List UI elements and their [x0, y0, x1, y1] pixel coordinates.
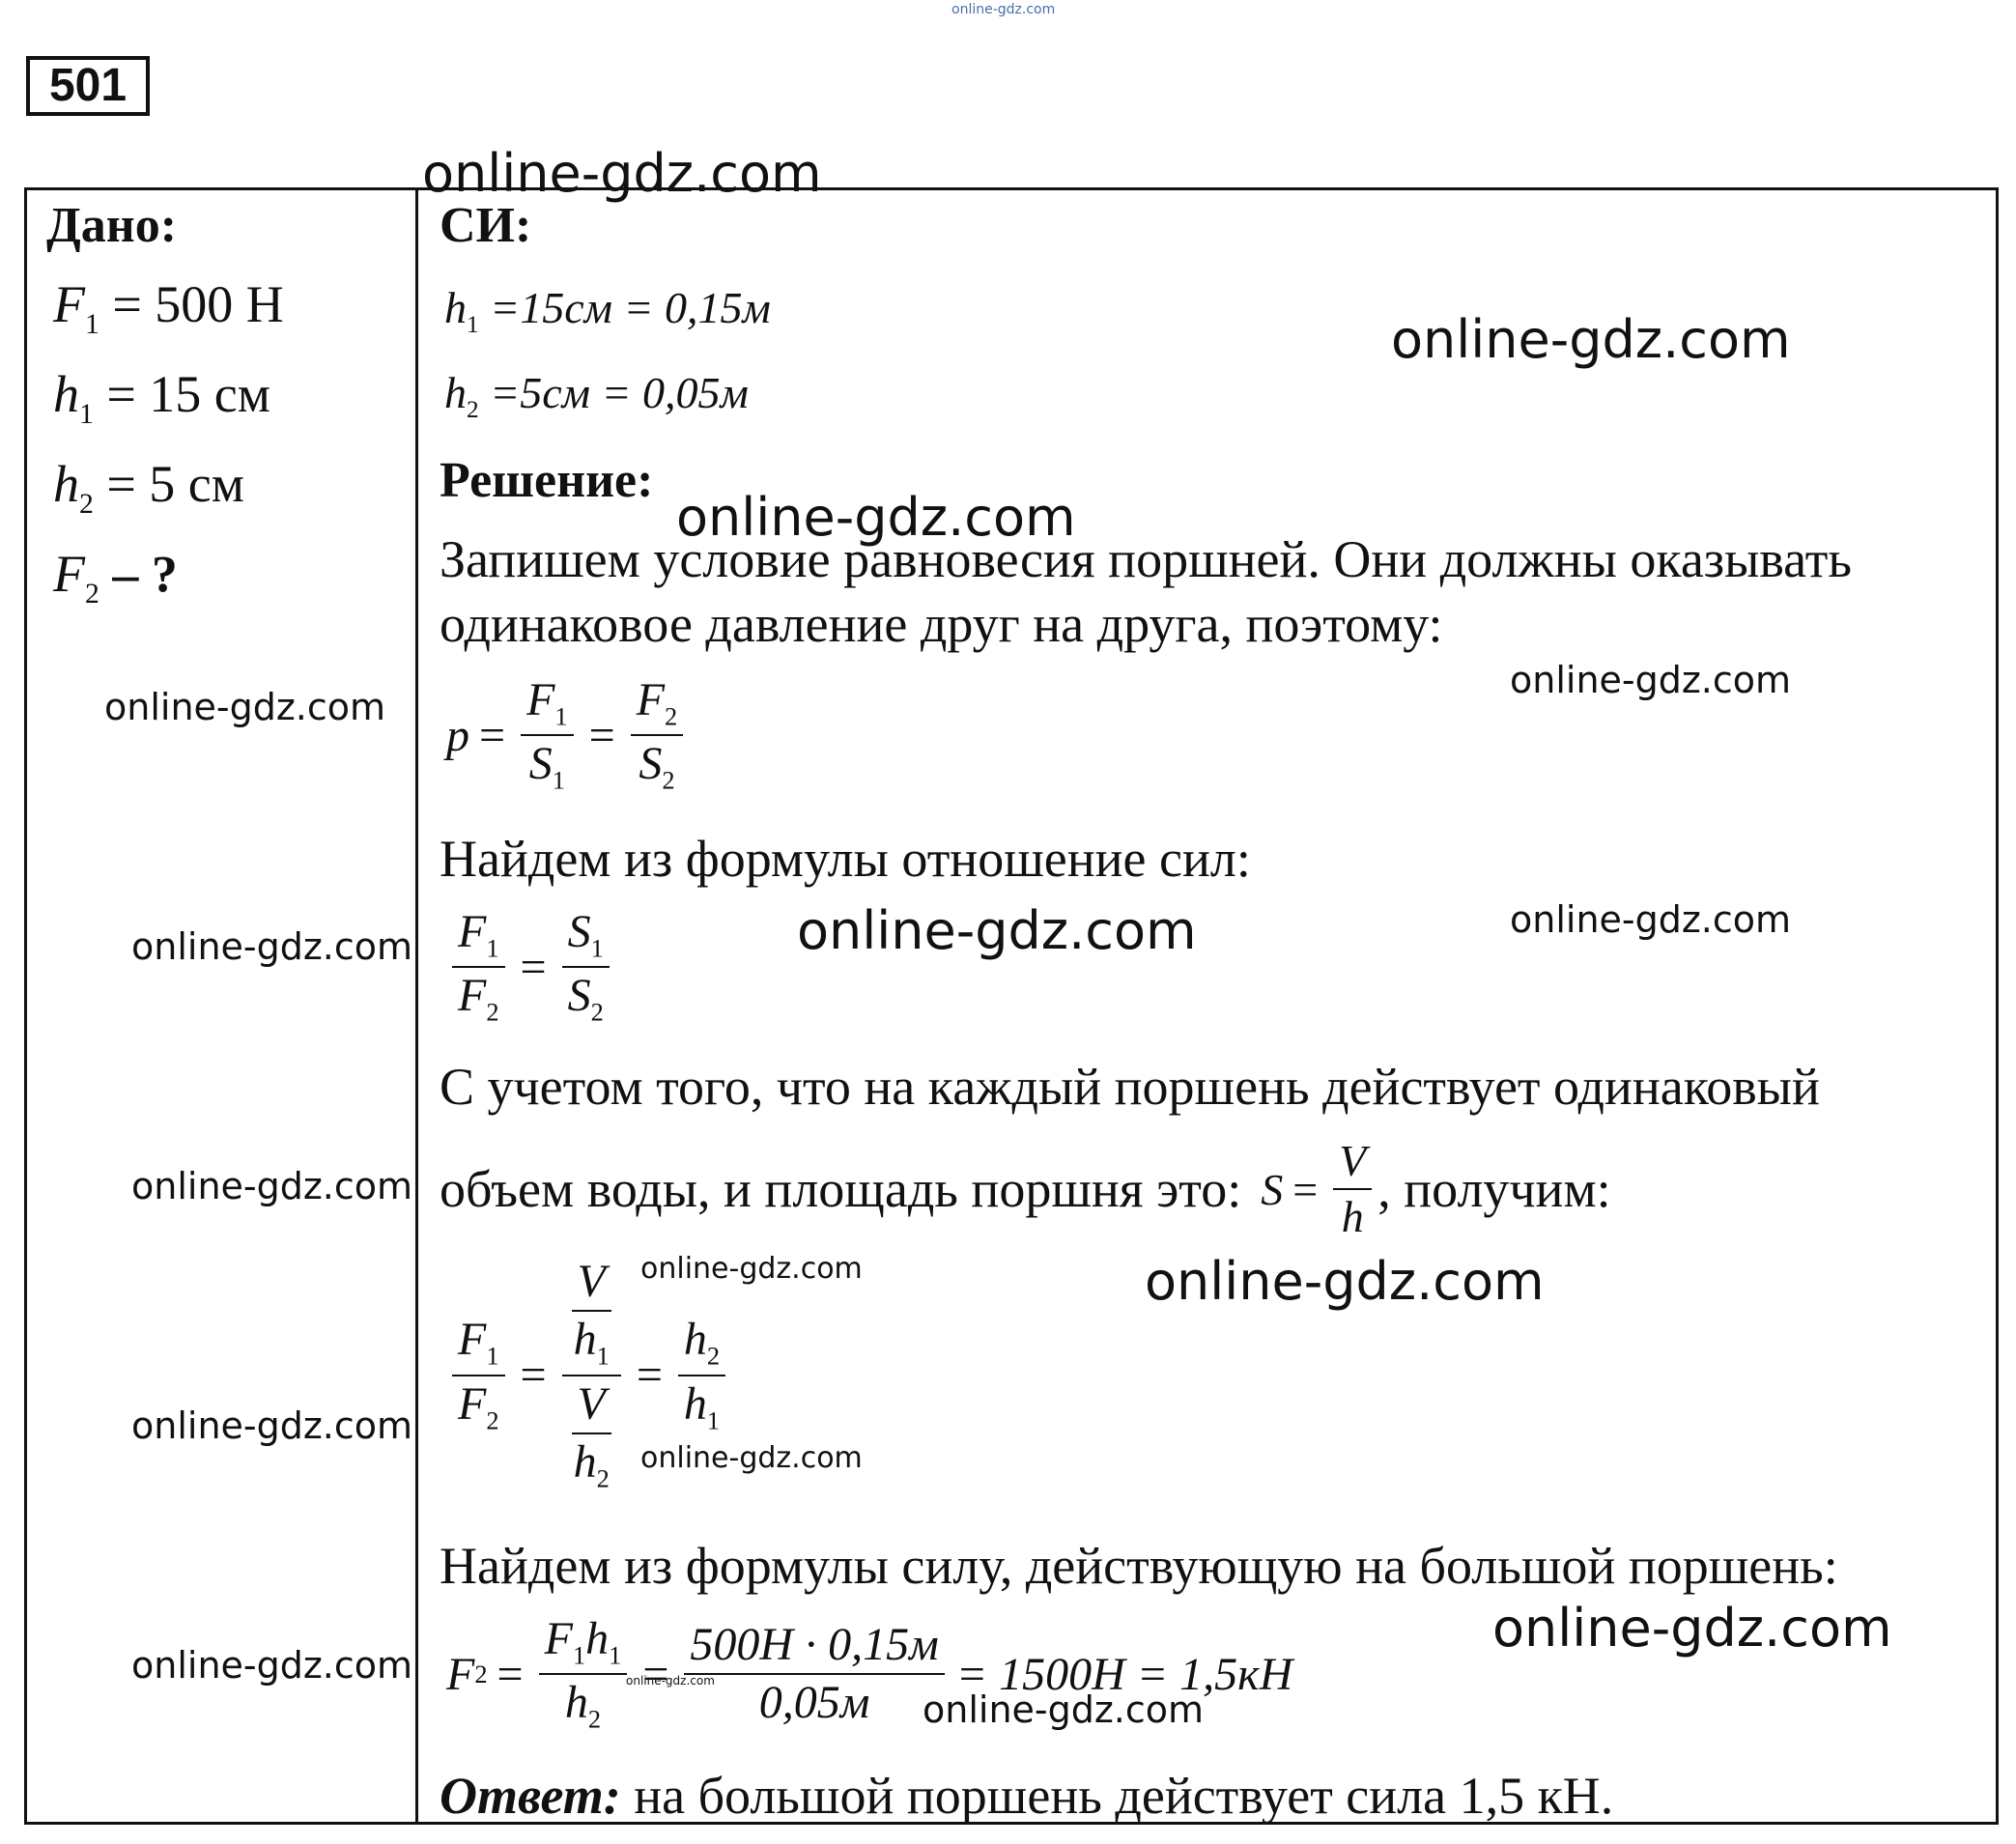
watermark: online-gdz.com	[640, 1441, 863, 1475]
given-h1	[53, 364, 270, 431]
fraction-v-h1	[568, 1258, 615, 1371]
sub-2: 2	[474, 1659, 488, 1688]
given-h1-sub: 1	[79, 398, 94, 430]
sub-1: 1	[572, 1640, 586, 1670]
watermark: online-gdz.com	[923, 1688, 1205, 1731]
column-divider	[415, 187, 418, 1825]
solution-para1-line1: Запишем условие равновесия поршней. Они должны оказывать	[440, 530, 1852, 588]
sub-1: 1	[706, 1405, 721, 1435]
eq-sign: =	[636, 1349, 663, 1402]
given-f1	[53, 274, 284, 341]
v-symbol: V	[572, 1258, 611, 1312]
watermark: online-gdz.com	[422, 143, 822, 204]
sub-1: 1	[486, 933, 499, 963]
calc-denominator: 0,05м	[758, 1677, 870, 1729]
given-h2	[53, 454, 244, 521]
h-symbol: h	[683, 1314, 707, 1366]
calc-numerator: 500Н · 0,15м	[684, 1621, 944, 1675]
si-h1	[444, 282, 771, 339]
s-symbol: S	[567, 970, 591, 1022]
solution-para2: Найдем из формулы отношение сил:	[440, 830, 1251, 888]
v-symbol: V	[1333, 1138, 1372, 1190]
sub-2: 2	[590, 997, 604, 1027]
h-symbol: h	[585, 1613, 610, 1664]
para3-line2-text: объем воды, и площадь поршня это:	[440, 1160, 1242, 1219]
pressure-formula	[446, 676, 689, 795]
eq-sign: =	[1292, 1164, 1319, 1214]
para3-tail: , получим:	[1377, 1160, 1611, 1219]
sub-2: 2	[662, 765, 675, 795]
watermark: online-gdz.com	[131, 1644, 413, 1687]
watermark: online-gdz.com	[1492, 1598, 1892, 1659]
watermark: online-gdz.com	[640, 1252, 863, 1286]
watermark: online-gdz.com	[1510, 898, 1792, 941]
given-h2-var: h	[53, 455, 79, 513]
sub-1: 1	[609, 1640, 622, 1670]
calc-result: = 1500Н = 1,5кН	[955, 1648, 1293, 1700]
given-h1-value: = 15 см	[93, 365, 270, 423]
sub-1: 1	[552, 765, 565, 795]
sub-1: 1	[486, 1341, 499, 1371]
eq-sign: =	[520, 1349, 547, 1402]
fraction-h2-h1	[678, 1316, 725, 1434]
problem-number: 501	[26, 56, 150, 116]
top-watermark: online-gdz.com	[951, 2, 1056, 17]
given-h2-sub: 2	[79, 488, 94, 520]
sub-2: 2	[486, 1405, 499, 1435]
given-f2-sub: 2	[85, 578, 99, 610]
sub-1: 1	[596, 1341, 610, 1371]
f-symbol: F	[446, 1648, 475, 1700]
h-symbol: h	[683, 1377, 707, 1430]
fraction-v-h	[1333, 1138, 1372, 1241]
area-formula	[1261, 1138, 1377, 1241]
fraction-s1-s2	[562, 908, 610, 1027]
si-h1-var: h	[444, 283, 467, 332]
pressure-p: p	[446, 709, 469, 761]
force-ratio-formula	[446, 908, 615, 1027]
eq-sign: =	[479, 709, 506, 761]
fraction-v-h2	[568, 1377, 615, 1493]
watermark: online-gdz.com	[1510, 659, 1792, 701]
watermark: online-gdz.com	[131, 1165, 413, 1207]
given-f2-unknown	[53, 544, 178, 610]
given-h2-value: = 5 см	[93, 455, 244, 513]
given-f2-question: – ?	[99, 545, 178, 603]
si-heading: СИ:	[440, 198, 532, 253]
given-h1-var: h	[53, 365, 79, 423]
watermark: online-gdz.com	[1391, 309, 1791, 370]
sub-2: 2	[587, 1704, 602, 1734]
watermark: online-gdz.com	[131, 925, 413, 968]
eq-sign: =	[520, 941, 547, 993]
solution-heading: Решение:	[440, 453, 654, 508]
si-h1-sub: 1	[467, 311, 479, 339]
given-f2-var: F	[53, 545, 85, 603]
v-symbol: V	[572, 1380, 611, 1434]
fraction-v-h1-over-v-h2	[562, 1258, 621, 1492]
f-symbol: F	[458, 970, 487, 1022]
si-h1-eq: =15см = 0,15м	[490, 283, 771, 332]
answer-line	[440, 1766, 1613, 1826]
watermark: online-gdz.com	[104, 686, 386, 728]
f-symbol: F	[458, 1314, 487, 1366]
h-symbol: h	[1341, 1192, 1364, 1242]
sub-2: 2	[486, 997, 499, 1027]
s-symbol: S	[567, 906, 591, 957]
watermark: online-gdz.com	[676, 487, 1076, 548]
watermark: online-gdz.com	[797, 900, 1197, 961]
si-h2	[444, 367, 749, 424]
f-symbol: F	[544, 1613, 573, 1664]
given-f1-sub: 1	[85, 308, 99, 340]
f-symbol: F	[526, 674, 555, 725]
fraction-f1-s1	[521, 676, 574, 795]
solution-para3-line2	[440, 1138, 1611, 1241]
sub-1: 1	[554, 701, 568, 731]
answer-text: на большой поршень действует сила 1,5 кН.	[620, 1767, 1614, 1825]
si-h2-eq: =5см = 0,05м	[490, 368, 749, 417]
given-f1-var: F	[53, 275, 85, 333]
sub-2: 2	[596, 1463, 610, 1493]
fraction-numeric	[684, 1618, 944, 1729]
h-symbol: h	[573, 1436, 597, 1489]
f-symbol: F	[458, 906, 487, 957]
solution-para3-line1: С учетом того, что на каждый поршень действует одинаковый	[440, 1058, 1820, 1116]
eq-sign: =	[588, 709, 615, 761]
si-h2-var: h	[444, 368, 467, 417]
eq-sign: =	[642, 1648, 669, 1700]
answer-label: Ответ:	[440, 1767, 621, 1825]
sub-2: 2	[706, 1341, 721, 1371]
si-h2-sub: 2	[467, 396, 479, 424]
s-symbol: S	[1261, 1164, 1284, 1214]
f-symbol: F	[636, 674, 666, 725]
h-symbol: h	[573, 1314, 597, 1366]
fraction-f1-f2	[452, 908, 505, 1027]
sub-2: 2	[665, 701, 678, 731]
solution-para4: Найдем из формулы силу, действующую на большой поршень:	[440, 1537, 1838, 1595]
fraction-f1-f2	[452, 1316, 505, 1434]
fraction-f2-s2	[631, 676, 684, 795]
sub-1: 1	[590, 933, 604, 963]
given-heading: Дано:	[46, 198, 178, 253]
given-f1-value: = 500 Н	[99, 275, 284, 333]
watermark: online-gdz.com	[626, 1674, 715, 1688]
fraction-f1h1-h2	[539, 1615, 628, 1734]
eq-sign: =	[497, 1648, 524, 1700]
watermark: online-gdz.com	[131, 1404, 413, 1447]
watermark: online-gdz.com	[1145, 1251, 1545, 1312]
f-symbol: F	[458, 1377, 487, 1430]
h-symbol: h	[564, 1677, 588, 1729]
solution-para1-line2: одинаковое давление друг на друга, поэтому:	[440, 595, 1443, 653]
s-symbol: S	[639, 738, 663, 790]
s-symbol: S	[528, 738, 553, 790]
